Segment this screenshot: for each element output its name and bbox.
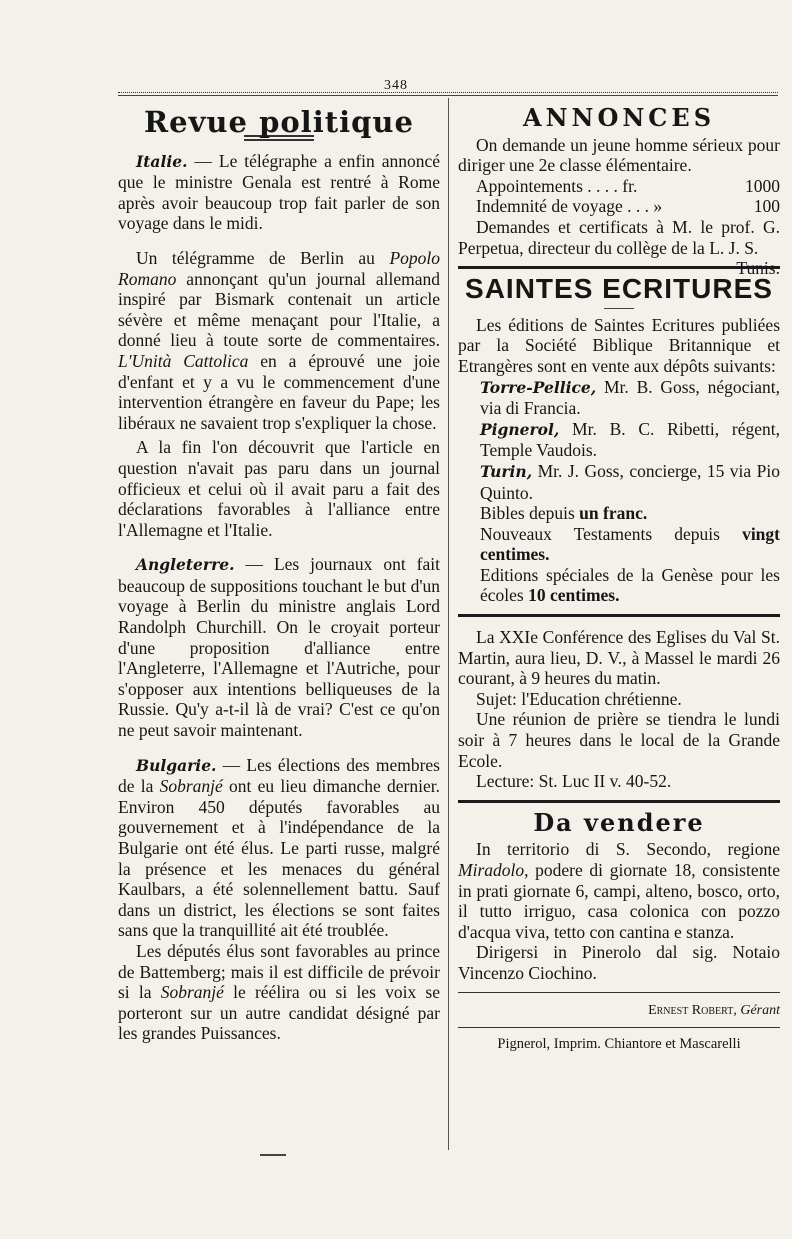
header-rule [118,92,778,96]
testaments-price: Nouveaux Testaments depuis vingt centimes. [480,523,780,565]
annonces-title: ANNONCES [522,103,716,132]
article-telegramme: Un télégramme de Berlin au Popolo Romano annonçant qu'un journal allemand inspiré par Bismark contenait un article sévère et même menaçant pour l'Italie, a donné lieu à toute sorte de commentaires. L'Unità Cattolica en a éprouvé une joie d'enfant et y a vu le commencement d'une intervention étrangère en faveur du Pape; les libéraux ne savaient trop s'expliquer la chose. [118,247,440,433]
conference-announcement: La XXIe Conférence des Eglises du Val St. Martin, aura lieu, D. V., à Massel le mardi 26 courant, à 9 heures du matin. [458,627,780,689]
annonce-row-indemnite: Indemnité de voyage . . . » 100 [476,196,780,217]
vendere-description: In territorio di S. Secondo, regione Miradolo, podere di giornate 18, consistente in prati giornate 6, campi, alteno, bosco, orto, il tutto irriguo, casa colonica con pozzo d'acqua viva, tetto con cantina e stanza. [458,839,780,942]
depot-turin: Turin, Mr. J. Goss, concierge, 15 via Pio Quinto. [480,460,780,503]
printer-rule [458,1027,780,1028]
saintes-dash [604,308,634,309]
right-column [458,103,780,1055]
heading-angleterre: Angleterre. [136,555,235,575]
printer-imprint: Pignerol, Imprim. Chiantore et Mascarelli [497,1036,741,1053]
article-deputes: Les députés élus sont favorables au prince de Battemberg; mais il est difficile de prévoir si la Sobranjé le réélira ou si les voix se porteront sur un autre candidat désigné par les grandes Puissances. [118,940,440,1044]
left-column [118,105,440,1044]
article-angleterre: Angleterre. — Les journaux ont fait beaucoup de suppositions touchant le but d'un voyage à Berlin du ministre anglais Lord Randolph Churchill. On le croyait porteur d'une proposition d'alliance entre l'Angleterre, l'Allemagne et l'Autriche, pour s'opposer aux intentions belliqueuses de la Russie. Qu'y a-t-il là de vrai? C'est ce qu'on ne peut savoir maintenant. [118,554,440,741]
article-bulgarie: Bulgarie. — Les élections des membres de la Sobranjé ont eu lieu dimanche dernier. Environ 450 députés favorables au gouvernement et à l'indépendance de la Bulgarie ont été élus. Le parti russe, malgré la présence et les menaces du général Kaulbars, a été solennellement battu. Sauf dans un district, les élections se sont faites sans que la tranquillité ait été troublée. [118,754,440,941]
heading-italie: Italie. [136,151,188,171]
section-title-revue-politique: Revue politique [144,105,414,139]
genese-price: Editions spéciales de la Genèse pour les écoles 10 centimes. [480,564,780,606]
bibles-price: Bibles depuis un franc. [480,503,648,524]
conference-reunion: Une réunion de prière se tiendra le lundi soir à 7 heures dans le local de la Grande Ecole. [458,709,780,771]
page-number: 348 [384,78,408,93]
conference-sujet: Sujet: l'Education chrétienne. [476,688,682,709]
depot-torre-pellice: Torre-Pellice, Mr. B. Goss, négociant, via di Francia. [480,376,780,419]
ecritures-intro: Les éditions de Saintes Ecritures publiées par la Société Biblique Britannique et Etrangères sont en vente aux dépôts suivants: [458,314,780,376]
ecritures-rule [458,614,780,617]
annonce-row-appointements: Appointements . . . . fr. 1000 [476,175,780,196]
depot-pignerol: Pignerol, Mr. B. C. Ribetti, régent, Temple Vaudois. [480,418,780,461]
vendere-contact: Dirigersi in Pinerolo dal sig. Notaio Vincenzo Ciochino. [458,942,780,983]
conference-rule [458,800,780,803]
end-dash [260,1154,286,1156]
heading-bulgarie: Bulgarie. [136,755,217,775]
da-vendere-title: Da vendere [533,807,705,837]
column-divider [448,98,449,1150]
article-fin: A la fin l'on découvrit que l'article en question n'avait pas paru dans un journal officieux et celui où il avait paru a fait des déclarations favorables à l'alliance entre l'Allemagne et l'Italie. [118,437,440,540]
annonce-text: On demande un jeune homme sérieux pour diriger une 2e classe élémentaire. [458,134,780,176]
annonce-demandes: Demandes et certificats à M. le prof. G. Perpetua, directeur du collège de la L. J. S. Tunis. [458,216,780,279]
gerant-signature: Ernest Robert, Gérant [648,1002,780,1018]
footer-rule [458,992,780,993]
conference-lecture: Lecture: St. Luc II v. 40-52. [476,771,672,792]
article-italie: Italie. — Le télégraphe a enfin annoncé que le ministre Genala est rentré à Rome après avoir beaucoup trop fait parler de son voyage dans le midi. [118,150,440,234]
saintes-ecritures-title: SAINTES ECRITURES [465,273,773,305]
